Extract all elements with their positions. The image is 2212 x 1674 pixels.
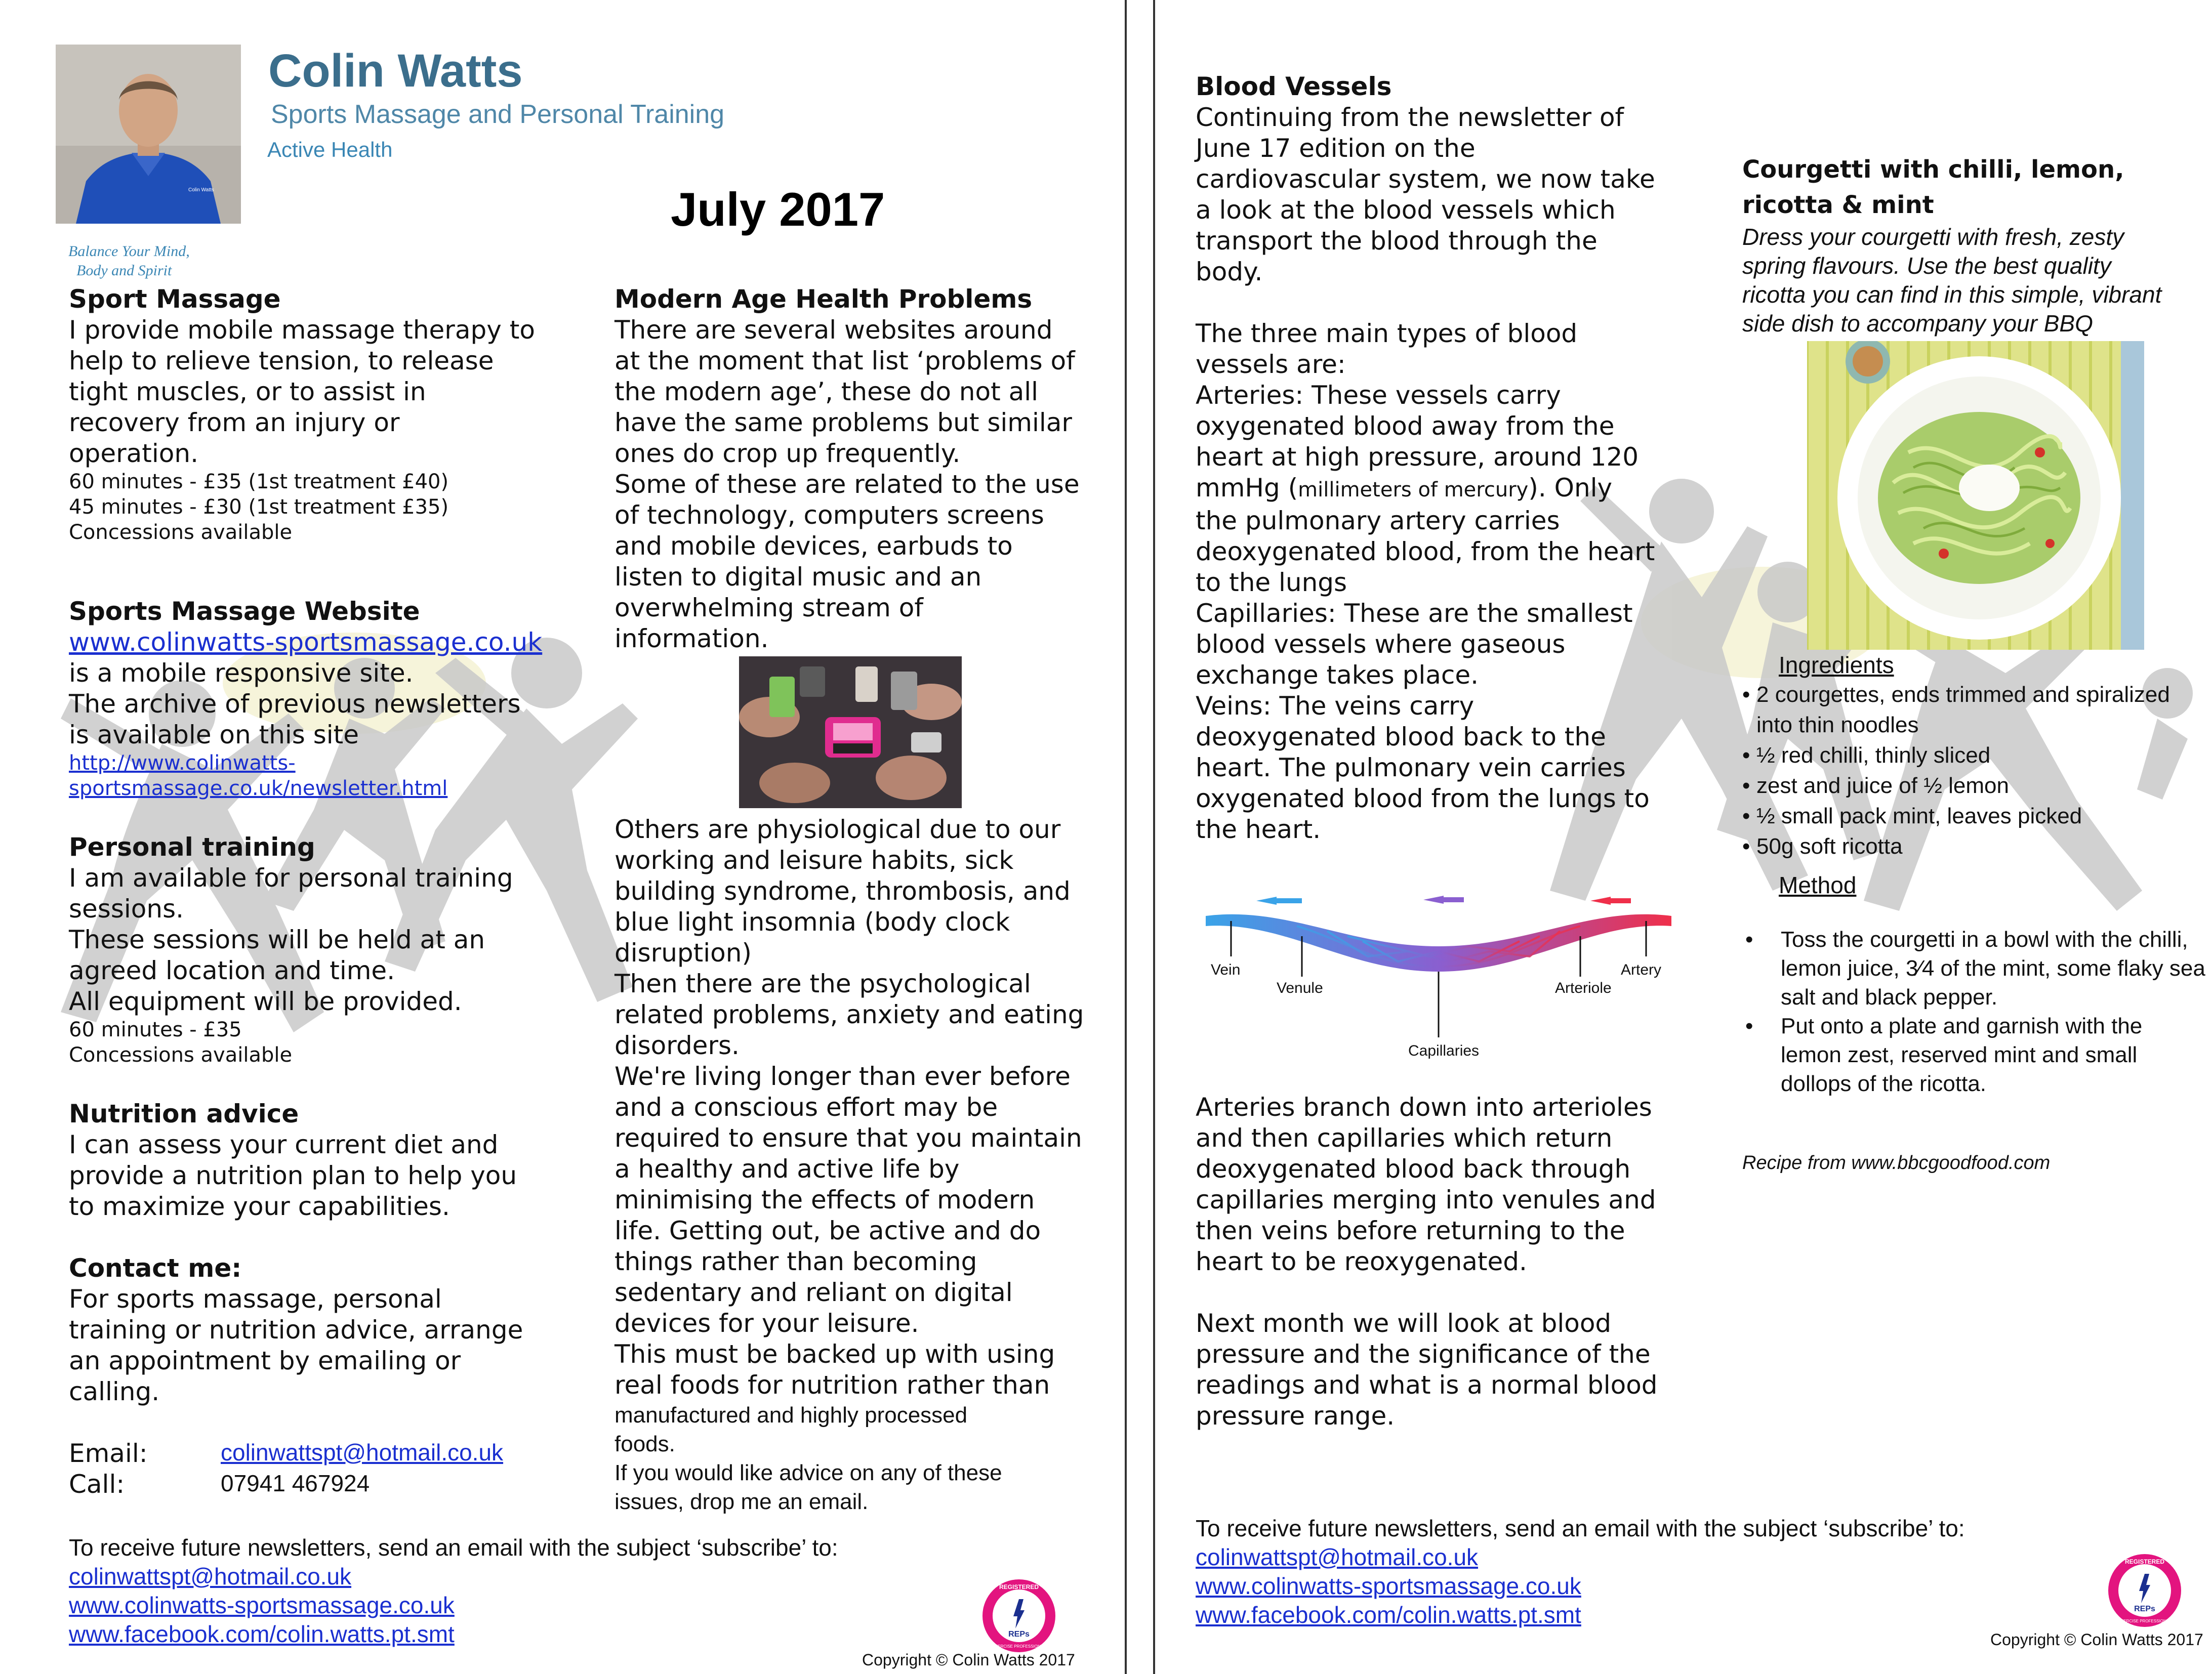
ingredient-item: • ½ small pack mint, leaves picked — [1742, 801, 2208, 831]
text-line: a look at the blood vessels which — [1196, 195, 1616, 225]
recipe-title-line: ricotta & mint — [1742, 191, 1934, 219]
footer-email-link[interactable]: colinwattspt@hotmail.co.uk — [1196, 1544, 1479, 1570]
text-line: tight muscles, or to assist in — [69, 377, 426, 406]
website-heading: Sports Massage Website — [69, 597, 420, 626]
ingredients-heading: Ingredients — [1779, 652, 1894, 678]
text-line: deoxygenated blood, from the heart — [1196, 537, 1655, 566]
method-step: • Toss the courgetti in a bowl with the chilli, lemon juice, 3⁄4 of the mint, some flaky sea salt and black pepper. — [1742, 925, 2208, 1012]
text-line: spring flavours. Use the best quality — [1742, 253, 2111, 279]
text-line: minimising the effects of modern — [615, 1185, 1035, 1215]
issue-date: July 2017 — [671, 183, 885, 236]
ingredient-item: • ½ red chilli, thinly sliced — [1742, 740, 2208, 771]
text-line: of technology, computers screens — [615, 500, 1044, 530]
text-line: exchange takes place. — [1196, 660, 1479, 690]
subscribe-intro: To receive future newsletters, send an email with the subject ‘subscribe’ to: — [69, 1534, 838, 1561]
text-line: Next month we will look at blood — [1196, 1309, 1612, 1338]
text-line: and then capillaries which return — [1196, 1123, 1613, 1153]
text-line: manufactured and highly processed — [615, 1403, 968, 1428]
text-line: This must be backed up with using — [615, 1340, 1055, 1369]
text-line: transport the blood through the — [1196, 226, 1597, 256]
archive-link-line[interactable]: http://www.colinwatts- — [69, 751, 296, 775]
diagram-label-artery: Artery — [1621, 961, 1662, 978]
blood-vessel-diagram — [1196, 886, 1682, 1068]
text-line: There are several websites around — [615, 315, 1053, 345]
text-line: is a mobile responsive site. — [69, 658, 414, 688]
text-line: information. — [615, 624, 769, 653]
author-subtitle: Sports Massage and Personal Training — [271, 100, 725, 129]
sport-massage-heading: Sport Massage — [69, 284, 281, 314]
modern-heading: Modern Age Health Problems — [615, 284, 1033, 314]
concessions-line: Concessions available — [69, 1043, 293, 1067]
courgetti-dish-photo — [1807, 341, 2144, 650]
text-line: body. — [1196, 257, 1263, 286]
text-line: overwhelming stream of — [615, 593, 923, 622]
text-line: The three main types of blood — [1196, 319, 1578, 348]
text-line: related problems, anxiety and eating — [615, 1000, 1084, 1029]
mmhg-end-text: ). Only — [1528, 473, 1613, 503]
text-line: cardiovascular system, we now take — [1196, 164, 1655, 194]
ingredient-item: • 50g soft ricotta — [1742, 831, 2208, 862]
email-row — [69, 1438, 575, 1469]
call-row — [69, 1469, 575, 1500]
tagline-line: Balance Your Mind, — [68, 243, 190, 260]
text-line: provide a nutrition plan to help you — [69, 1161, 517, 1190]
text-line: disorders. — [615, 1031, 740, 1060]
text-line: June 17 edition on the — [1196, 134, 1476, 163]
method-heading: Method — [1779, 872, 1857, 898]
footer-website-link[interactable]: www.colinwatts-sportsmassage.co.uk — [1196, 1573, 1581, 1599]
text-line: disruption) — [615, 938, 752, 968]
subscribe-footer — [1196, 1514, 2157, 1629]
text-line: Capillaries: These are the smallest — [1196, 599, 1633, 628]
text-line: and mobile devices, earbuds to — [615, 531, 1013, 561]
subscribe-footer — [69, 1533, 1031, 1649]
text-line: is available on this site — [69, 720, 359, 749]
text-line: pressure range. — [1196, 1401, 1395, 1431]
text-line: These sessions will be held at an — [69, 925, 485, 954]
ingredients-list — [1742, 680, 2208, 862]
text-line: oxygenated blood away from the — [1196, 411, 1615, 441]
ingredient-item: • zest and juice of ½ lemon — [1742, 771, 2208, 801]
text-line: For sports massage, personal — [69, 1284, 442, 1314]
text-line: sessions. — [69, 894, 184, 924]
text-line: We're living longer than ever before — [615, 1062, 1071, 1091]
tagline — [68, 242, 190, 280]
text-line: heart to be reoxygenated. — [1196, 1247, 1527, 1276]
text-line: vessels are: — [1196, 350, 1346, 379]
text-line: capillaries merging into venules and — [1196, 1185, 1656, 1215]
text-line: readings and what is a normal blood — [1196, 1370, 1658, 1400]
badge-center-text: REPs — [2134, 1605, 2155, 1613]
recipe-intro — [1742, 223, 2208, 338]
text-line: I can assess your current diet and — [69, 1130, 499, 1159]
text-line: then veins before returning to the — [1196, 1216, 1625, 1245]
text-line: real foods for nutrition rather than — [615, 1370, 1050, 1400]
text-line: I provide mobile massage therapy to — [69, 315, 535, 345]
text-line: The archive of previous newsletters — [69, 689, 521, 719]
author-name: Colin Watts — [268, 45, 523, 97]
training-heading: Personal training — [69, 832, 315, 862]
text-line: All equipment will be provided. — [69, 987, 462, 1016]
text-line: Dress your courgetti with fresh, zesty — [1742, 224, 2124, 250]
text-line: Veins: The veins carry — [1196, 691, 1474, 721]
price-line: 60 minutes - £35 — [69, 1018, 242, 1041]
mmhg-text: mmHg ( — [1196, 473, 1298, 503]
text-line: Arteries branch down into arterioles — [1196, 1093, 1652, 1122]
email-label: Email: — [69, 1439, 148, 1468]
recipe-column — [1742, 152, 2208, 1178]
reps-badge — [2107, 1553, 2183, 1628]
contact-email-link[interactable]: colinwattspt@hotmail.co.uk — [221, 1439, 504, 1466]
text-line: Others are physiological due to our — [615, 815, 1061, 844]
text-line: ones do crop up frequently. — [615, 439, 961, 468]
contact-heading: Contact me: — [69, 1253, 242, 1283]
text-line: an appointment by emailing or — [69, 1346, 461, 1375]
diagram-label-venule: Venule — [1277, 980, 1323, 996]
text-line: listen to digital music and an — [615, 562, 982, 592]
brand-name: Active Health — [267, 138, 393, 161]
recipe-title-line: Courgetti with chilli, lemon, — [1742, 155, 2124, 184]
text-line: Arteries: These vessels carry — [1196, 381, 1561, 410]
text-line: foods. — [615, 1432, 675, 1456]
badge-center-text: REPs — [1008, 1630, 1030, 1639]
modern-age-column — [615, 283, 1121, 1516]
archive-link[interactable] — [69, 750, 575, 801]
price-line: 45 minutes - £30 (1st treatment £35) — [69, 495, 449, 519]
blood-vessels-heading: Blood Vessels — [1196, 72, 1392, 101]
text-line: deoxygenated blood back through — [1196, 1154, 1631, 1184]
text-line: If you would like advice on any of these — [615, 1460, 1002, 1485]
text-line: a healthy and active life by — [615, 1154, 960, 1184]
footer-facebook-link[interactable]: www.facebook.com/colin.watts.pt.smt — [1196, 1602, 1581, 1628]
text-line: I am available for personal training — [69, 863, 513, 893]
footer-website-link[interactable]: www.colinwatts-sportsmassage.co.uk — [69, 1592, 455, 1618]
text-line: deoxygenated blood back to the — [1196, 722, 1606, 751]
blood-vessels-column — [1196, 71, 1712, 1432]
method-list — [1742, 925, 2208, 1098]
badge-bottom-text: EXERCISE PROFESSIONAL — [2118, 1619, 2172, 1623]
text-line: calling. — [69, 1377, 160, 1406]
text-line: have the same problems but similar — [615, 408, 1072, 437]
call-label: Call: — [69, 1470, 125, 1499]
text-line: heart. The pulmonary vein carries — [1196, 753, 1626, 782]
recipe-source: Recipe from www.bbcgoodfood.com — [1742, 1152, 2051, 1174]
text-line: Continuing from the newsletter of — [1196, 103, 1624, 132]
text-line: and a conscious effort may be — [615, 1093, 998, 1122]
text-line: help to relieve tension, to release — [69, 346, 494, 375]
subscribe-intro: To receive future newsletters, send an email with the subject ‘subscribe’ to: — [1196, 1515, 1965, 1541]
mobile-devices-photo — [739, 656, 962, 808]
nutrition-heading: Nutrition advice — [69, 1099, 299, 1128]
text-line: devices for your leisure. — [615, 1309, 919, 1338]
text-line: the heart. — [1196, 815, 1321, 844]
text-line: operation. — [69, 439, 198, 468]
text-line: building syndrome, thrombosis, and — [615, 876, 1071, 906]
profile-photo — [56, 45, 241, 224]
contact-phone: 07941 467924 — [221, 1470, 370, 1496]
text-line: Then there are the psychological — [615, 969, 1031, 998]
text-line: blue light insomnia (body clock — [615, 907, 1010, 937]
text-line: to the lungs — [1196, 568, 1347, 597]
copyright: Copyright © Colin Watts 2017 — [862, 1651, 1075, 1669]
ingredient-item: • 2 courgettes, ends trimmed and spiralized into thin noodles — [1742, 680, 2208, 740]
text-line: working and leisure habits, sick — [615, 846, 1014, 875]
method-step: • Put onto a plate and garnish with the lemon zest, reserved mint and small dollops of the ricotta. — [1742, 1012, 2208, 1098]
photo-shirt-text: Colin Watts — [188, 187, 214, 193]
archive-link-line[interactable]: sportsmassage.co.uk/newsletter.html — [69, 777, 448, 800]
text-line: agreed location and time. — [69, 956, 395, 985]
reps-badge — [981, 1578, 1057, 1654]
text-line: Some of these are related to the use — [615, 470, 1080, 499]
footer-facebook-link[interactable]: www.facebook.com/colin.watts.pt.smt — [69, 1621, 455, 1647]
tagline-line: Body and Spirit — [76, 262, 172, 279]
badge-top-text: REGISTERED — [999, 1583, 1039, 1591]
text-line: sedentary and reliant on digital — [615, 1278, 1013, 1307]
mmhg-small-text: millimeters of mercury — [1298, 478, 1529, 501]
text-line: heart at high pressure, around 120 — [1196, 442, 1639, 472]
text-line: at the moment that list ‘problems of — [615, 346, 1075, 375]
text-line: required to ensure that you maintain — [615, 1123, 1082, 1153]
text-line: side dish to accompany your BBQ — [1742, 310, 2093, 337]
text-line: blood vessels where gaseous — [1196, 630, 1566, 659]
text-line: training or nutrition advice, arrange — [69, 1315, 523, 1345]
copyright: Copyright © Colin Watts 2017 — [1990, 1630, 2203, 1649]
text-line: oxygenated blood from the lungs to — [1196, 784, 1650, 813]
newsletter-page-right — [1153, 0, 2212, 1674]
text-line: the modern age’, these do not all — [615, 377, 1039, 406]
price-line: 60 minutes - £35 (1st treatment £40) — [69, 470, 449, 493]
mmhg-line — [1196, 473, 1712, 506]
diagram-label-capillaries: Capillaries — [1408, 1042, 1480, 1059]
recipe-title — [1742, 152, 2208, 223]
text-line: recovery from an injury or — [69, 408, 400, 437]
footer-email-link[interactable]: colinwattspt@hotmail.co.uk — [69, 1563, 352, 1589]
diagram-label-arteriole: Arteriole — [1555, 980, 1612, 996]
text-line: ricotta you can find in this simple, vibrant — [1742, 281, 2162, 308]
badge-top-text: REGISTERED — [2124, 1558, 2165, 1565]
left-column — [69, 283, 575, 1500]
concessions-line: Concessions available — [69, 521, 293, 544]
website-link[interactable]: www.colinwatts-sportsmassage.co.uk — [69, 627, 543, 657]
text-line: pressure and the significance of the — [1196, 1340, 1651, 1369]
text-line: to maximize your capabilities. — [69, 1192, 450, 1221]
diagram-label-vein: Vein — [1211, 961, 1241, 978]
text-line: the pulmonary artery carries — [1196, 506, 1560, 535]
badge-bottom-text: EXERCISE PROFESSIONAL — [992, 1644, 1046, 1649]
text-line: things rather than becoming — [615, 1247, 977, 1276]
text-line: life. Getting out, be active and do — [615, 1216, 1041, 1245]
text-line: issues, drop me an email. — [615, 1489, 869, 1514]
